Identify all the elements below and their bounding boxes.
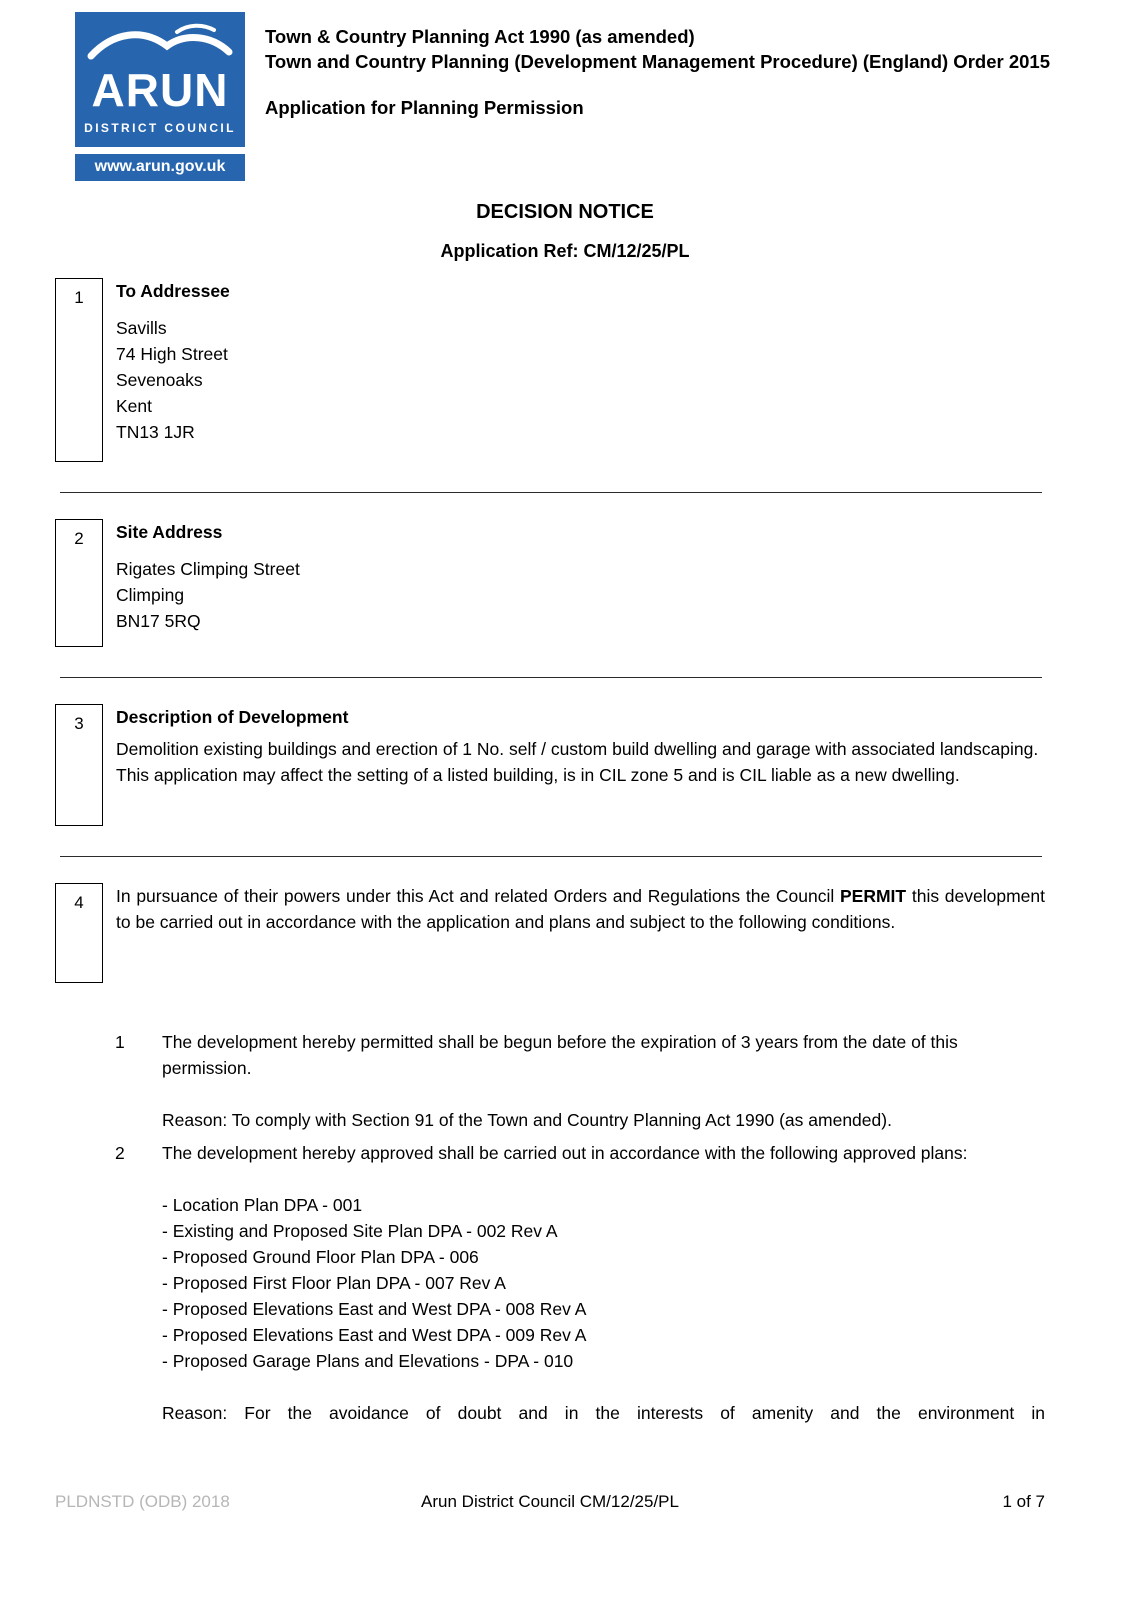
decision-permit: PERMIT [840, 886, 907, 907]
condition-body [162, 1140, 1045, 1426]
section-body [116, 883, 1045, 983]
address-line: Savills [116, 318, 167, 339]
condition-reason: Reason: For the avoidance of doubt and in the interests of amenity and the environment in [162, 1403, 1045, 1424]
section-description [55, 704, 1045, 826]
act-line-1: Town & Country Planning Act 1990 (as amended) [265, 26, 695, 47]
plan-list-item: - Location Plan DPA - 001 [162, 1195, 363, 1216]
condition-reason: Reason: To comply with Section 91 of the Town and Country Planning Act 1990 (as amended). [162, 1110, 892, 1131]
document-title: DECISION NOTICE [476, 201, 654, 224]
logo-subtitle: DISTRICT COUNCIL [84, 121, 236, 136]
decision-statement [116, 883, 1045, 935]
application-type: Application for Planning Permission [265, 97, 584, 118]
application-ref: Application Ref: CM/12/25/PL [440, 241, 690, 262]
footer-council-ref: Arun District Council CM/12/25/PL [421, 1492, 679, 1511]
footer-doc-code: PLDNSTD (ODB) 2018 [55, 1492, 230, 1511]
section-number-box: 1 [55, 278, 103, 462]
plan-list-item: - Proposed Ground Floor Plan DPA - 006 [162, 1247, 479, 1268]
document-header [0, 0, 1130, 181]
section-heading: Description of Development [116, 707, 349, 728]
section-heading: To Addressee [116, 281, 230, 302]
address-line: 74 High Street [116, 344, 228, 365]
condition-number: 2 [115, 1143, 125, 1164]
seagulls-icon [85, 20, 235, 66]
condition-2 [115, 1140, 1045, 1426]
logo-name: ARUN [91, 64, 229, 116]
section-body [116, 704, 1045, 826]
section-heading: Site Address [116, 522, 223, 543]
address-line: BN17 5RQ [116, 611, 201, 632]
section-to-addressee [55, 278, 1045, 462]
section-decision [55, 883, 1045, 983]
plan-list-item: - Proposed Garage Plans and Elevations - DPA - 010 [162, 1351, 574, 1372]
decision-post: this development to be carried out in accordance with the application and plans and subject to the following conditions. [116, 886, 1046, 933]
plan-list-item: - Proposed Elevations East and West DPA - 009 Rev A [162, 1325, 587, 1346]
footer-page-number: 1 of 7 [1002, 1492, 1045, 1511]
condition-body [162, 1029, 1045, 1133]
section-body [116, 519, 1045, 647]
section-number-box: 3 [55, 704, 103, 826]
section-number-box: 2 [55, 519, 103, 647]
condition-1 [115, 1029, 1045, 1133]
approved-plans-list [162, 1192, 1045, 1374]
plan-list-item: - Proposed First Floor Plan DPA - 007 Rev A [162, 1273, 506, 1294]
condition-text: The development hereby permitted shall be begun before the expiration of 3 years from the date of this permission. [162, 1032, 958, 1079]
condition-text: The development hereby approved shall be carried out in accordance with the following approved plans: [162, 1143, 968, 1164]
conditions-list [115, 1029, 1045, 1426]
development-description: Demolition existing buildings and erection of 1 No. self / custom build dwelling and garage with associated landscaping. This application may affect the setting of a listed building, is in CIL zone 5 and is CIL liable as a new dwelling. [116, 739, 1039, 786]
arun-logo [75, 12, 245, 181]
page-footer [55, 1492, 1045, 1512]
address-line: Climping [116, 585, 185, 606]
decision-pre: In pursuance of their powers under this Act and related Orders and Regulations the Council [116, 886, 840, 907]
section-number-box: 4 [55, 883, 103, 983]
act-titles [265, 12, 1050, 181]
address-line: TN13 1JR [116, 422, 195, 443]
logo-website: www.arun.gov.uk [75, 154, 245, 181]
section-separator [60, 856, 1042, 857]
arun-logo-box [75, 12, 245, 147]
address-line: Sevenoaks [116, 370, 203, 391]
address-line: Kent [116, 396, 152, 417]
act-line-2: Town and Country Planning (Development Management Procedure) (England) Order 2015 [265, 51, 1050, 72]
address-line: Rigates Climping Street [116, 559, 300, 580]
condition-number: 1 [115, 1032, 125, 1053]
section-separator [60, 677, 1042, 678]
section-separator [60, 492, 1042, 493]
section-body [116, 278, 1045, 462]
section-site-address [55, 519, 1045, 647]
plan-list-item: - Proposed Elevations East and West DPA - 008 Rev A [162, 1299, 587, 1320]
plan-list-item: - Existing and Proposed Site Plan DPA - 002 Rev A [162, 1221, 558, 1242]
